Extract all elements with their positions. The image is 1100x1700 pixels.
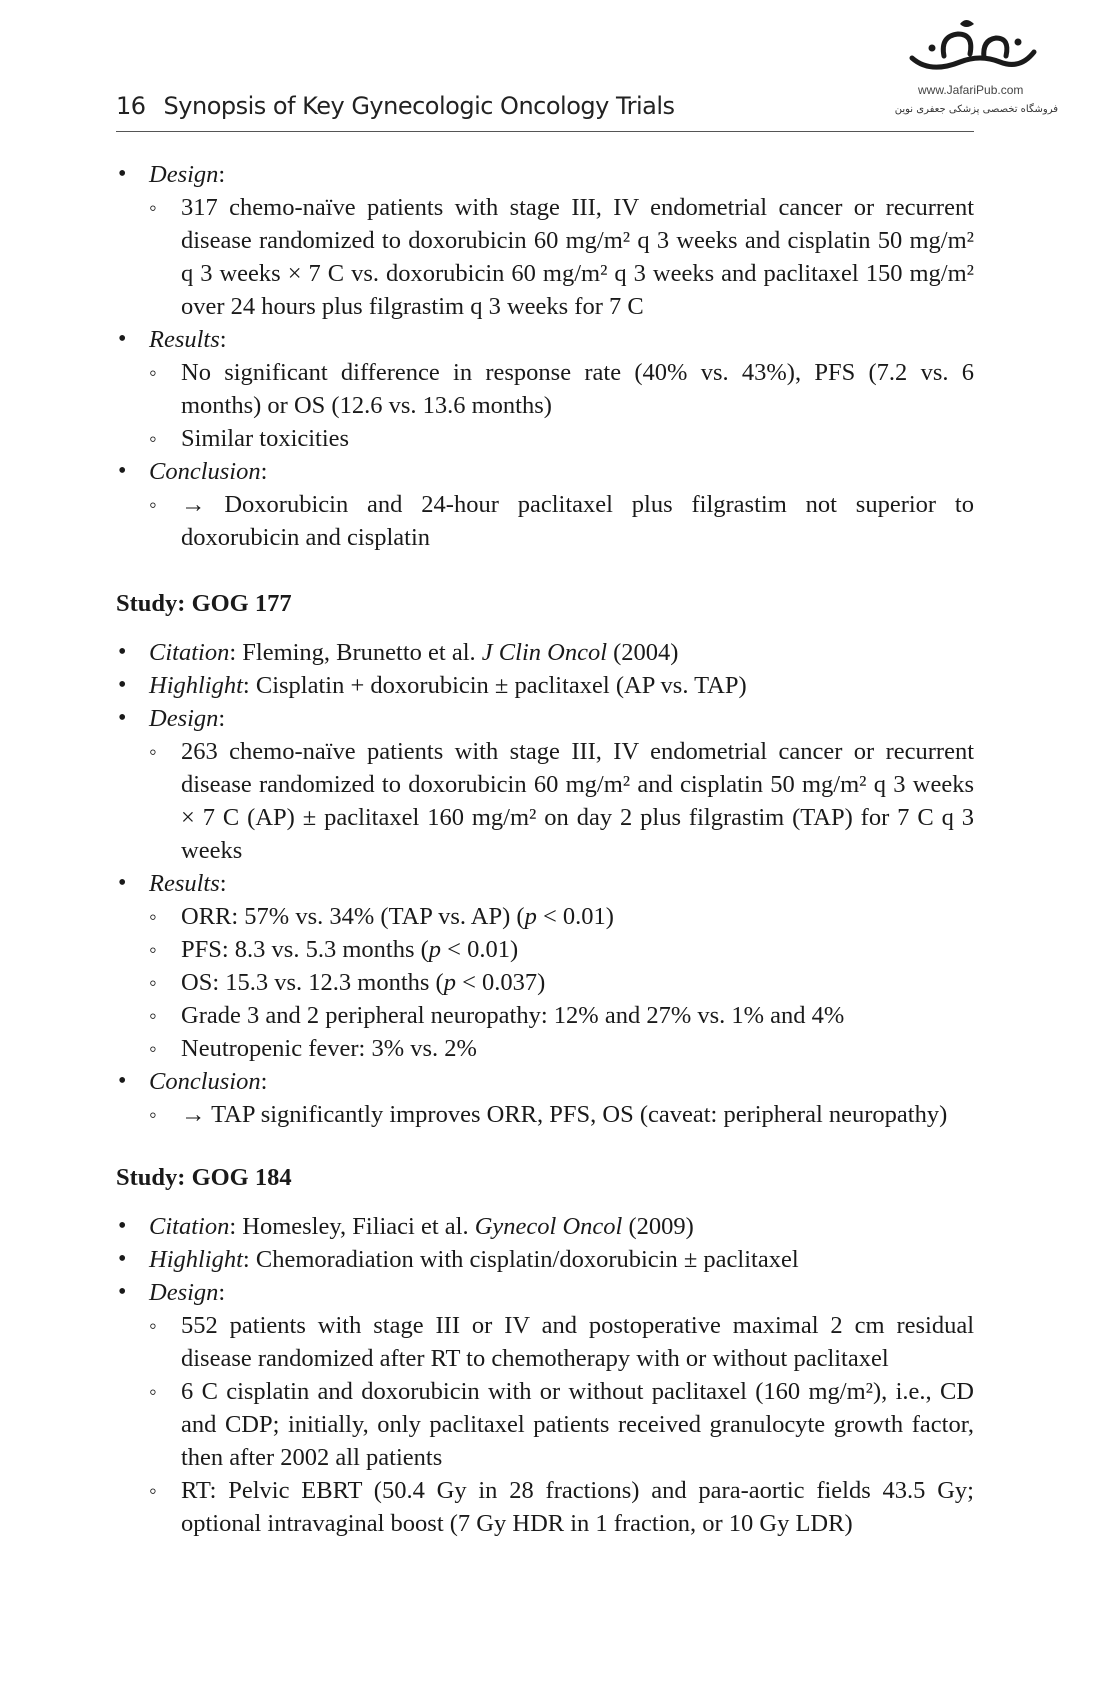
citation-journal: J Clin Oncol [481,639,608,666]
running-header [116,92,675,120]
previous-study-list [116,158,974,554]
highlight-text: Cisplatin + doxorubicin ± paclitaxel (AP vs. TAP) [255,672,747,699]
design-item: • Design: [116,158,974,191]
design-detail: ◦ 317 chemo-naïve patients with stage III, IV endometrial cancer or recurrent disease randomized to doxorubicin 60 mg/m² q 3 weeks and cisplatin 50 mg/m² q 3 weeks × 7 C vs. doxorubicin 60 mg/m² q 3 weeks and paclitaxel 150 mg/m² over 24 hours plus filgrastim q 3 weeks for 7 C [116,191,974,323]
publisher-logo [890,18,1058,128]
results-detail: ◦ OS: 15.3 vs. 12.3 months (p < 0.037) [116,966,974,999]
design-detail: ◦ 6 C cisplatin and doxorubicin with or without paclitaxel (160 mg/m²), i.e., CD and CDP; initially, only paclitaxel patients received granulocyte growth factor, then after 2002 all patients [116,1375,974,1474]
study-heading-gog-184: Study: GOG 184 [116,1164,292,1191]
results-detail: ◦ ORR: 57% vs. 34% (TAP vs. AP) (p < 0.01) [116,900,974,933]
results-detail: ◦ Neutropenic fever: 3% vs. 2% [116,1032,974,1065]
publisher-url: www.JafariPub.com [918,83,1024,97]
conclusion-item: • Conclusion: [116,1065,974,1098]
conclusion-detail: ◦ → Doxorubicin and 24-hour paclitaxel plus filgrastim not superior to doxorubicin and cisplatin [116,488,974,554]
results-detail: ◦ No significant difference in response rate (40% vs. 43%), PFS (7.2 vs. 6 months) or OS (12.6 vs. 13.6 months) [116,356,974,422]
results-detail: ◦ Similar toxicities [116,422,974,455]
results-detail: ◦ PFS: 8.3 vs. 5.3 months (p < 0.01) [116,933,974,966]
page-number: 16 [116,92,146,120]
gog-177-list [116,636,974,1131]
highlight-item: • Highlight: Chemoradiation with cisplatin/doxorubicin ± paclitaxel [116,1243,974,1276]
page-content [116,158,974,1540]
gog-184-list [116,1210,974,1540]
results-item: • Results: [116,323,974,356]
design-detail: ◦ RT: Pelvic EBRT (50.4 Gy in 28 fractions) and para-aortic fields 43.5 Gy; optional intravaginal boost (7 Gy HDR in 1 fraction, or 10 Gy LDR) [116,1474,974,1540]
design-detail: ◦ 552 patients with stage III or IV and postoperative maximal 2 cm residual disease randomized after RT to chemotherapy with or without paclitaxel [116,1309,974,1375]
running-title: Synopsis of Key Gynecologic Oncology Trials [163,92,675,120]
design-item: • Design: [116,702,974,735]
publisher-shop-name: فروشگاه تخصصی پزشکی جعفری نوین [894,104,1058,115]
citation-authors: Fleming, Brunetto et al. [242,639,476,666]
design-detail: ◦ 263 chemo-naïve patients with stage III, IV endometrial cancer or recurrent disease randomized to doxorubicin 60 mg/m² and cisplatin 50 mg/m² q 3 weeks × 7 C (AP) ± paclitaxel 160 mg/m² on day 2 plus filgrastim (TAP) for 7 C q 3 weeks [116,735,974,867]
publisher-logo-mark [900,18,1040,80]
results-detail: ◦ Grade 3 and 2 peripheral neuropathy: 12% and 27% vs. 1% and 4% [116,999,974,1032]
design-item: • Design: [116,1276,974,1309]
citation-year: (2004) [613,639,679,666]
citation-journal: Gynecol Oncol [474,1213,623,1240]
highlight-text: Chemoradiation with cisplatin/doxorubicin ± paclitaxel [255,1246,799,1273]
citation-authors: Homesley, Filiaci et al. [242,1213,469,1240]
citation-item: • Citation: Homesley, Filiaci et al. Gynecol Oncol (2009) [116,1210,974,1243]
highlight-item: • Highlight: Cisplatin + doxorubicin ± paclitaxel (AP vs. TAP) [116,669,974,702]
conclusion-detail: ◦ → TAP significantly improves ORR, PFS, OS (caveat: peripheral neuropathy) [116,1098,974,1131]
header-rule [116,131,974,132]
study-heading-gog-177: Study: GOG 177 [116,590,292,617]
conclusion-item: • Conclusion: [116,455,974,488]
citation-item: • Citation: Fleming, Brunetto et al. J Clin Oncol (2004) [116,636,974,669]
results-item: • Results: [116,867,974,900]
citation-year: (2009) [628,1213,694,1240]
